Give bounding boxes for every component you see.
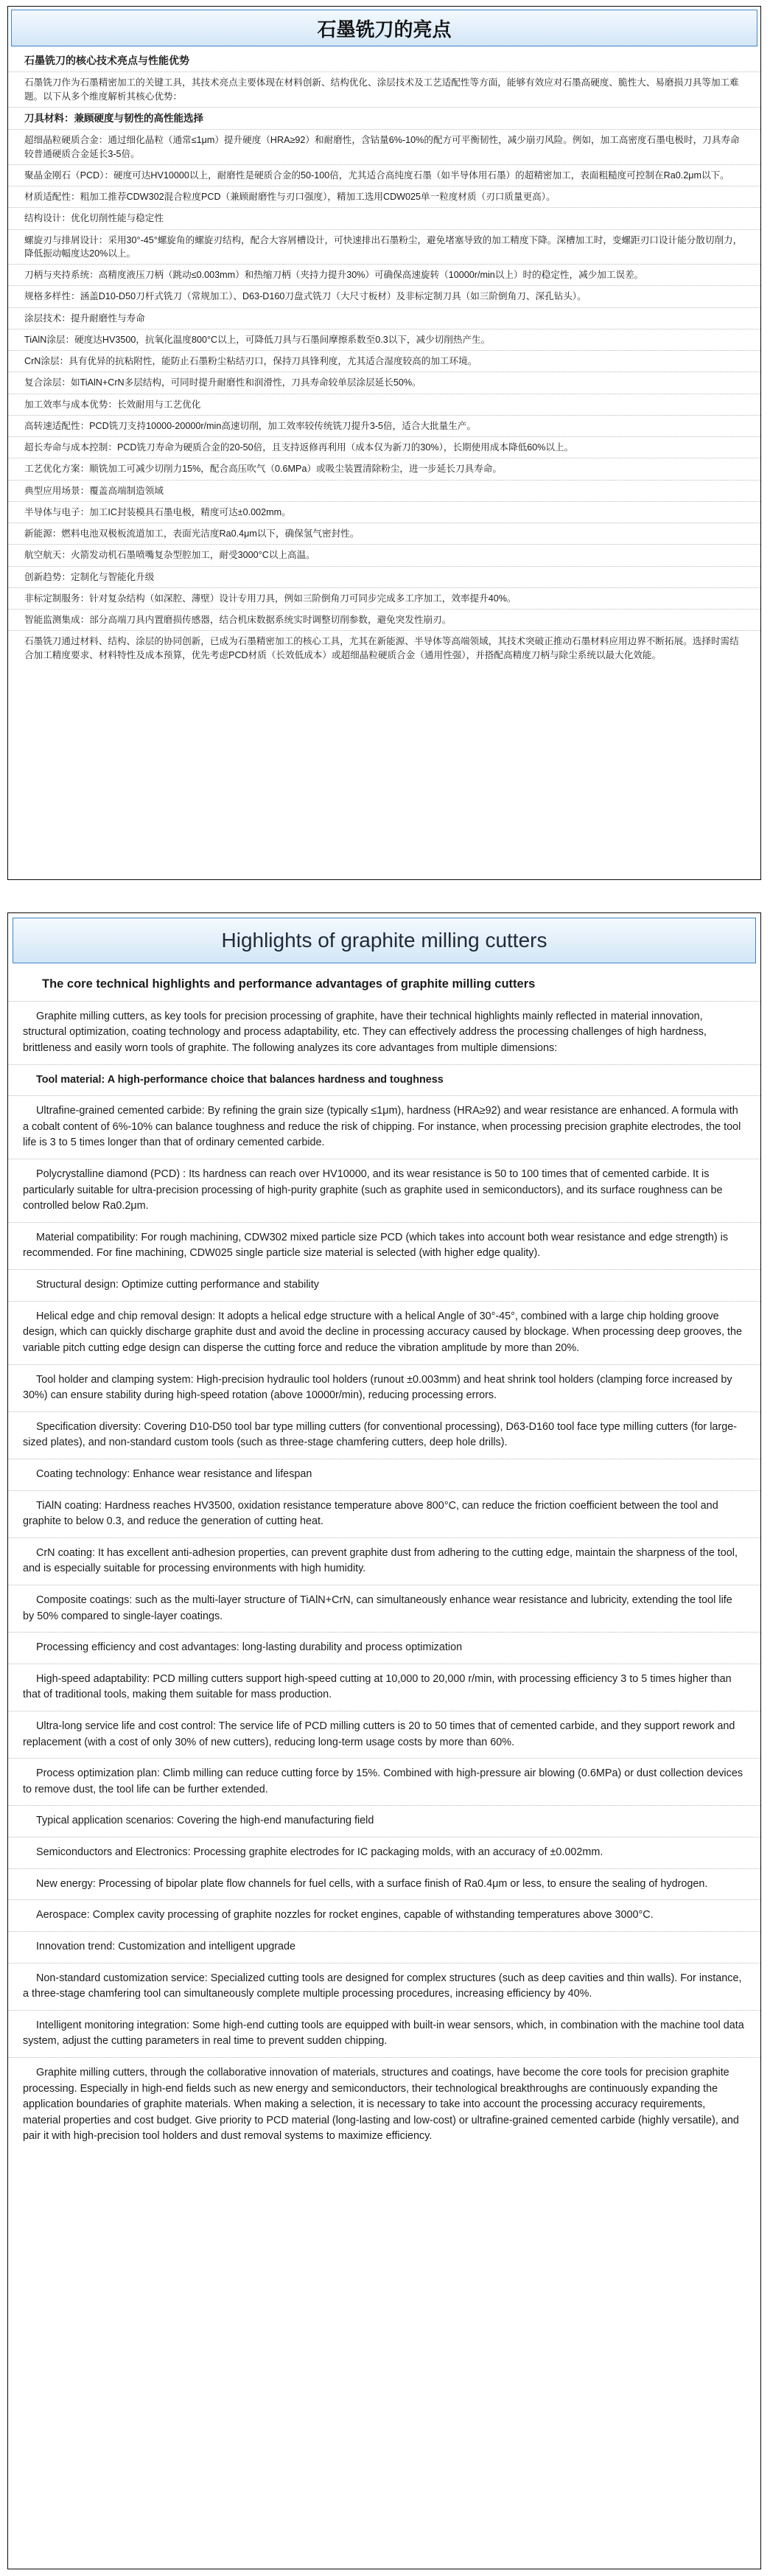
paragraph-row (8, 1459, 760, 1491)
paragraph-row (8, 1365, 760, 1412)
paragraph-text: Ultrafine-grained cemented carbide: By refining the grain size (typically ≤1μm), hardness (HRA≥92) and wear resistance are enhanced. A formula with a cobalt content of 6%-10% can balance toughness and reduce the risk of chipping. For instance, when processing precision graphite electrodes, the tool life is 3 to 5 times longer than that of ordinary cemented carbide. (23, 1105, 741, 1149)
paragraph-text: Coating technology: Enhance wear resistance and lifespan (36, 1467, 312, 1480)
chinese-article-panel (7, 6, 761, 880)
english-article-panel (7, 912, 761, 2569)
paragraph-text: Ultra-long service life and cost control: The service life of PCD milling cutters is 20 to 50 times that of cemented carbide, and they support rework and replacement (with a cost of only 30% of new cutters), reducing long-term usage costs by more than 60%. (23, 1720, 735, 1748)
paragraph-row (8, 481, 760, 502)
subsection-heading (8, 1065, 760, 1097)
english-title-banner (13, 918, 756, 963)
paragraph-text: Graphite milling cutters, as key tools for precision processing of graphite, have their technical highlights mainly reflected in material innovation, structural optimization, coating technology and process adaptability, etc. They can effectively address the processing challenges of high hardness, brittleness and easily worn tools of graphite. The following analyzes its core advantages from multiple dimensions: (23, 1010, 707, 1054)
paragraph-text: Processing efficiency and cost advantages: long-lasting durability and process optimization (36, 1641, 463, 1654)
paragraph-text: 半导体与电子：加工IC封装模具石墨电极，精度可达±0.002mm。 (24, 506, 291, 517)
paragraph-row (8, 502, 760, 523)
paragraph-text: Material compatibility: For rough machining, CDW302 mixed particle size PCD (which takes into account both wear resistance and edge strength) is recommended. For fine machining, CDW025 single particle size material is selected (with higher edge quality). (23, 1231, 729, 1260)
paragraph-text: CrN涂层：具有优异的抗粘附性，能防止石墨粉尘粘结刃口，保持刀具锋利度，尤其适合湿度较高的加工环境。 (24, 356, 477, 367)
paragraph-text: Process optimization plan: Climb milling can reduce cutting force by 15%. Combined with high-pressure air blowing (0.6MPa) or dust collection devices to remove dust, the tool life can be further extended. (23, 1767, 743, 1795)
paragraph-row (8, 416, 760, 437)
paragraph-text: Intelligent monitoring integration: Some high-end cutting tools are equipped with built-in wear sensors, which, in combination with the machine tool data system, adjust the cutting parameters in real time to prevent sudden chipping. (23, 2019, 744, 2048)
paragraph-row (8, 130, 760, 165)
paragraph-row (8, 394, 760, 416)
chinese-article-body (8, 49, 760, 666)
paragraph-text: 规格多样性：涵盖D10-D50刀杆式铣刀（常规加工）、D63-D160刀盘式铣刀（大尺寸板材）及非标定制刀具（如三阶倒角刀、深孔钻头）。 (24, 291, 587, 302)
paragraph-row (8, 186, 760, 208)
paragraph-row (8, 1837, 760, 1869)
chinese-title-banner (11, 10, 757, 46)
paragraph-text: 石墨铣刀的核心技术亮点与性能优势 (24, 55, 189, 66)
paragraph-text: Graphite milling cutters, through the collaborative innovation of materials, structures and coatings, have become the core tools for precision graphite processing. Especially in high-end fields such as new energy and semiconductors, their technological breakthroughs are continuously expanding the application boundaries of graphite materials. When making a selection, it is necessary to take into account the processing accuracy requirements, material properties and cost budget. Give priority to PCD material (long-lasting and low-cost) or ultrafine-grained cemented carbide (highly versatile), and pair it with high-precision tool holders and dust removal systems to maximize efficiency. (23, 2066, 739, 2143)
paragraph-text: 超长寿命与成本控制：PCD铣刀寿命为硬质合金的20-50倍，且支持返修再利用（成本仅为新刀的30%），长期使用成本降低60%以上。 (24, 442, 574, 453)
paragraph-text: 创新趋势：定制化与智能化升级 (24, 571, 155, 582)
paragraph-text: Non-standard customization service: Specialized cutting tools are designed for complex structures (such as deep cavities and thin walls). For instance, a three-stage chamfering tool can simultaneously complete multiple processing procedures, increasing efficiency by 40%. (23, 1972, 742, 2000)
english-title: Highlights of graphite milling cutters (221, 929, 547, 952)
paragraph-text: 刀柄与夹持系统：高精度液压刀柄（跳动≤0.003mm）和热缩刀柄（夹持力提升30%）可确保高速旋转（10000r/min以上）时的稳定性，减少加工误差。 (24, 270, 644, 281)
paragraph-text: Aerospace: Complex cavity processing of graphite nozzles for rocket engines, capable of withstanding temperatures above 3000°C. (36, 1909, 654, 1921)
paragraph-text: 结构设计：优化切削性能与稳定性 (24, 213, 164, 224)
paragraph-text: 石墨铣刀作为石墨精密加工的关键工具，其技术亮点主要体现在材料创新、结构优化、涂层技术及工艺适配性等方面，能够有效应对石墨高硬度、脆性大、易磨损刀具等加工难题。以下从多个维度解析其核心优势： (24, 77, 739, 102)
paragraph-row (8, 523, 760, 545)
paragraph-row (8, 1633, 760, 1664)
paragraph-row (8, 1491, 760, 1538)
paragraph-row (8, 208, 760, 229)
paragraph-text: Composite coatings: such as the multi-layer structure of TiAlN+CrN, can simultaneously enhance wear resistance and lubricity, extending the tool life by 50% compared to single-layer coatings. (23, 1594, 732, 1622)
paragraph-row (8, 2011, 760, 2058)
paragraph-text: Typical application scenarios: Covering the high-end manufacturing field (36, 1815, 374, 1827)
paragraph-text: Structural design: Optimize cutting performance and stability (36, 1279, 319, 1291)
paragraph-row (8, 1412, 760, 1459)
paragraph-text: Specification diversity: Covering D10-D50 tool bar type milling cutters (for conventional processing), D63-D160 tool face type milling cutters (for large-sized plates), and non-standard custom tools (such as three-stage chamfering cutters, deep hole drills). (23, 1420, 738, 1449)
paragraph-text: TiAlN涂层：硬度达HV3500，抗氧化温度800°C以上，可降低刀具与石墨间摩擦系数至0.3以下，减少切削热产生。 (24, 334, 491, 345)
paragraph-row (8, 1806, 760, 1837)
paragraph-row (8, 1585, 760, 1633)
paragraph-row (8, 1932, 760, 1964)
paragraph-text: 航空航天：火箭发动机石墨喷嘴复杂型腔加工，耐受3000°C以上高温。 (24, 550, 315, 561)
paragraph-row (8, 329, 760, 351)
paragraph-row (8, 1759, 760, 1806)
paragraph-text: 石墨铣刀通过材料、结构、涂层的协同创新，已成为石墨精密加工的核心工具，尤其在新能源、半导体等高端领域，其技术突破正推动石墨材料应用边界不断拓展。选择时需结合加工精度要求、材料特性及成本预算，优先考虑PCD材质（长效低成本）或超细晶粒硬质合金（通用性强），并搭配高精度刀柄与除尘系统以最大化效能。 (24, 636, 739, 660)
section-heading (8, 968, 760, 1002)
paragraph-text: The core technical highlights and performance advantages of graphite milling cutters (42, 977, 536, 991)
paragraph-text: 材质适配性：粗加工推荐CDW302混合粒度PCD（兼顾耐磨性与刃口强度），精加工选用CDW025单一粒度材质（刃口质量更高）。 (24, 192, 556, 203)
english-article-body (8, 968, 760, 2152)
paragraph-text: 高转速适配性：PCD铣刀支持10000-20000r/min高速切削，加工效率较传统铣刀提升3-5倍，适合大批量生产。 (24, 420, 476, 431)
paragraph-row (8, 372, 760, 394)
chinese-title: 石墨铣刀的亮点 (317, 18, 452, 41)
paragraph-text: CrN coating: It has excellent anti-adhesion properties, can prevent graphite dust from adhering to the cutting edge, maintain the sharpness of the tool, and is especially suitable for processing environments with high humidity. (23, 1546, 738, 1575)
paragraph-row (8, 1964, 760, 2011)
paragraph-text: 螺旋刃与排屑设计：采用30°-45°螺旋角的螺旋刃结构，配合大容屑槽设计，可快速排出石墨粉尘，避免堵塞导致的加工精度下降。深槽加工时，变螺距刃口设计能分散切削力，降低振动幅度达20%以上。 (24, 234, 743, 259)
paragraph-text: 加工效率与成本优势：长效耐用与工艺优化 (24, 399, 201, 410)
paragraph-text: 刀具材料：兼顾硬度与韧性的高性能选择 (24, 112, 203, 124)
paragraph-row (8, 265, 760, 286)
paragraph-text: 非标定制服务：针对复杂结构（如深腔、薄壁）设计专用刀具，例如三阶倒角刀可同步完成多工序加工，效率提升40%。 (24, 593, 517, 604)
paragraph-row (8, 1096, 760, 1159)
paragraph-text: Helical edge and chip removal design: It adopts a helical edge structure with a helical Angle of 30°-45°, combined with a large chip holding groove design, which can quickly discharge graphite dust and avoid the decline in processing accuracy caused by blockage. When processing deep grooves, the variable pitch cutting edge design can disperse the cutting force and reduce the vibration amplitude by more than 20%. (23, 1310, 742, 1354)
paragraph-text: 超细晶粒硬质合金：通过细化晶粒（通常≤1μm）提升硬度（HRA≥92）和耐磨性，含钴量6%-10%的配方可平衡韧性，减少崩刃风险。例如，加工高密度石墨电极时，刀具寿命较普通硬质合金延长3-5倍。 (24, 135, 740, 159)
paragraph-row (8, 610, 760, 631)
paragraph-row (8, 230, 760, 265)
paragraph-text: 聚晶金刚石（PCD）：硬度可达HV10000以上，耐磨性是硬质合金的50-100倍，尤其适合高纯度石墨（如半导体用石墨）的超精密加工，表面粗糙度可控制在Ra0.2μm以下。 (24, 170, 729, 181)
paragraph-row (8, 1159, 760, 1223)
paragraph-text: 智能监测集成：部分高端刀具内置磨损传感器，结合机床数据系统实时调整切削参数，避免突发性崩刃。 (24, 615, 452, 626)
paragraph-row (8, 588, 760, 610)
paragraph-row (8, 1270, 760, 1302)
paragraph-text: TiAlN coating: Hardness reaches HV3500, oxidation resistance temperature above 800°C, can reduce the friction coefficient between the tool and graphite to below 0.3, and reduce the generation of cutting heat. (23, 1499, 718, 1528)
paragraph-text: High-speed adaptability: PCD milling cutters support high-speed cutting at 10,000 to 20,000 r/min, with processing efficiency 3 to 5 times higher than that of traditional tools, making them suitable for mass production. (23, 1672, 732, 1701)
paragraph-row (8, 72, 760, 108)
subsection-heading (8, 108, 760, 130)
paragraph-row (8, 286, 760, 307)
paragraph-row (8, 1223, 760, 1270)
paragraph-text: Tool holder and clamping system: High-precision hydraulic tool holders (runout ±0.003mm) and heat shrink tool holders (clamping force increased by 30%) can ensure stability during high-speed rotation (above 10000r/min), reducing processing errors. (23, 1373, 732, 1402)
paragraph-row (8, 1900, 760, 1932)
paragraph-text: Polycrystalline diamond (PCD) : Its hardness can reach over HV10000, and its wear resistance is 50 to 100 times that of cemented carbide. It is particularly suitable for ultra-precision processing of high-purity graphite (such as graphite used in semiconductors), and its surface roughness can be controlled below Ra0.2μm. (23, 1168, 723, 1212)
paragraph-text: Tool material: A high-performance choice that balances hardness and toughness (36, 1073, 444, 1086)
paragraph-row (8, 2058, 760, 2152)
paragraph-text: Semiconductors and Electronics: Processing graphite electrodes for IC packaging molds, with an accuracy of ±0.002mm. (36, 1846, 603, 1859)
paragraph-row (8, 567, 760, 588)
paragraph-row (8, 308, 760, 329)
paragraph-text: 工艺优化方案：顺铣加工可减少切削力15%，配合高压吹气（0.6MPa）或吸尘装置清除粉尘，进一步延长刀具寿命。 (24, 464, 502, 475)
paragraph-row (8, 631, 760, 666)
paragraph-row (8, 1002, 760, 1065)
paragraph-text: 新能源：燃料电池双极板流道加工，表面光洁度Ra0.4μm以下，确保氢气密封性。 (24, 528, 360, 540)
paragraph-row (8, 437, 760, 458)
paragraph-row (8, 1869, 760, 1901)
paragraph-row (8, 458, 760, 480)
paragraph-text: Innovation trend: Customization and intelligent upgrade (36, 1940, 296, 1952)
paragraph-row (8, 1538, 760, 1585)
section-heading (8, 49, 760, 72)
paragraph-row (8, 545, 760, 566)
paragraph-text: 复合涂层：如TiAlN+CrN多层结构，可同时提升耐磨性和润滑性，刀具寿命较单层涂层延长50%。 (24, 377, 421, 388)
paragraph-text: 涂层技术：提升耐磨性与寿命 (24, 313, 145, 324)
paragraph-row (8, 165, 760, 186)
paragraph-row (8, 1664, 760, 1711)
paragraph-text: 典型应用场景：覆盖高端制造领域 (24, 485, 164, 496)
paragraph-row (8, 351, 760, 372)
paragraph-text: New energy: Processing of bipolar plate flow channels for fuel cells, with a surface finish of Ra0.4μm or less, to ensure the sealing of hydrogen. (36, 1877, 708, 1890)
paragraph-row (8, 1711, 760, 1759)
paragraph-row (8, 1302, 760, 1365)
